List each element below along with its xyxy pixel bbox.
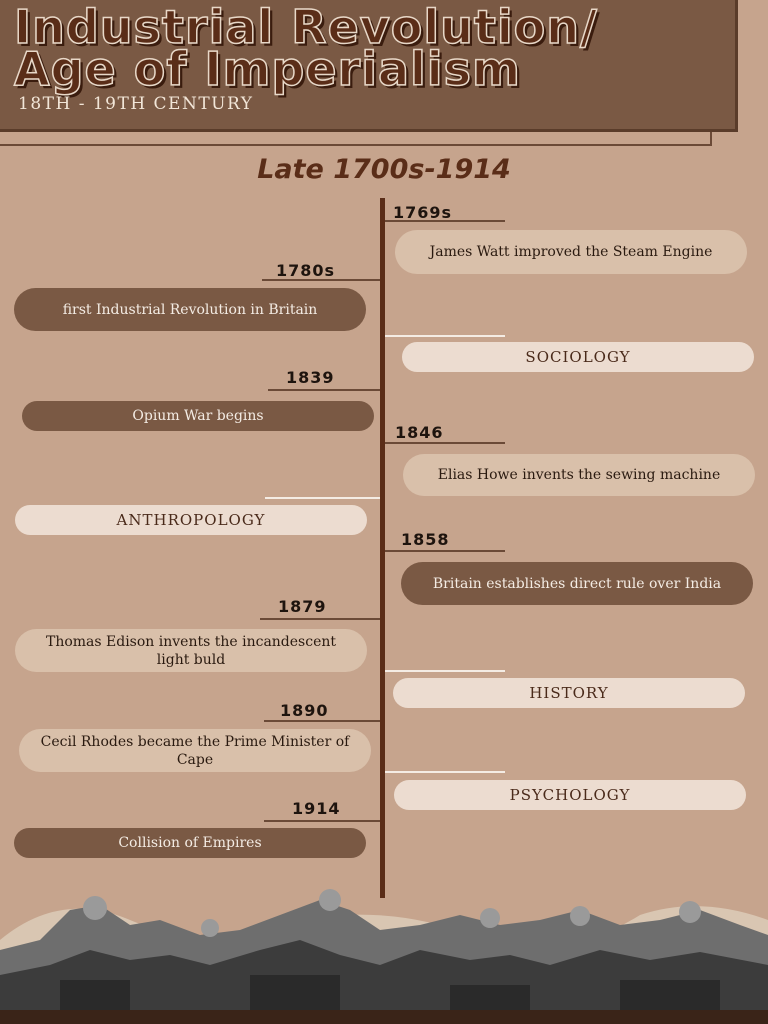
timeline-connector — [264, 820, 380, 822]
category-psychology: PSYCHOLOGY — [394, 780, 746, 810]
header-frame-inner — [0, 0, 738, 132]
category-anthropology: ANTHROPOLOGY — [15, 505, 367, 535]
event-box: Elias Howe invents the sewing machine — [403, 454, 755, 496]
timeline-connector — [385, 442, 505, 444]
event-year: 1914 — [292, 799, 341, 818]
timeline-connector — [264, 720, 380, 722]
subtitle: 18TH - 19TH CENTURY — [18, 94, 254, 114]
era-heading: Late 1700s-1914 — [257, 154, 511, 185]
title-line-1: Industrial Revolution/ — [14, 0, 598, 54]
category-connector — [385, 771, 505, 773]
category-connector — [265, 497, 380, 499]
footer-bar — [0, 1010, 768, 1024]
event-box: Collision of Empires — [14, 828, 366, 858]
event-year: 1839 — [286, 368, 335, 387]
event-year: 1780s — [276, 261, 336, 280]
event-box: first Industrial Revolution in Britain — [14, 288, 366, 331]
crowd-illustration — [0, 880, 768, 1024]
event-year: 1846 — [395, 423, 444, 442]
timeline-connector — [268, 389, 380, 391]
category-sociology: SOCIOLOGY — [402, 342, 754, 372]
category-connector — [385, 670, 505, 672]
timeline-axis — [380, 198, 385, 898]
title-line-2: Age of Imperialism — [14, 42, 521, 96]
timeline-connector — [260, 618, 380, 620]
category-history: HISTORY — [393, 678, 745, 708]
event-box: Cecil Rhodes became the Prime Minister of Cape — [19, 729, 371, 772]
category-connector — [385, 335, 505, 337]
event-box: Britain establishes direct rule over India — [401, 562, 753, 605]
event-year: 1890 — [280, 701, 329, 720]
timeline-connector — [385, 550, 505, 552]
event-box: Opium War begins — [22, 401, 374, 431]
event-year: 1769s — [393, 203, 453, 222]
event-box: James Watt improved the Steam Engine — [395, 230, 747, 274]
event-year: 1858 — [401, 530, 450, 549]
event-box: Thomas Edison invents the incandescent light buld — [15, 629, 367, 672]
event-year: 1879 — [278, 597, 327, 616]
